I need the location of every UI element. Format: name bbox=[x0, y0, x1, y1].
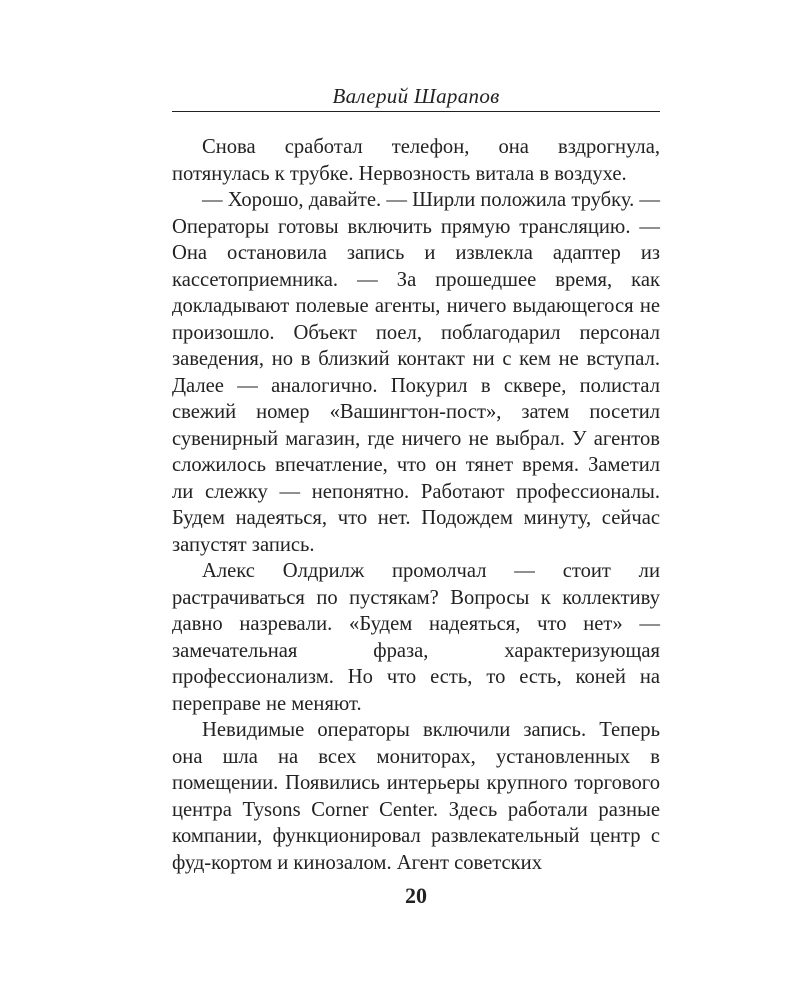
paragraph-3: Алекс Олдрилж промолчал — стоит ли растрачиваться по пустякам? Вопросы к коллективу давно назревали. «Будем надеяться, что нет» — замечательная фраза, характеризующая профессионализм. Но что есть, то есть, коней на переправе не меняют. bbox=[172, 560, 660, 715]
paragraph-2: — Хорошо, давайте. — Ширли положила трубку. — Операторы готовы включить прямую трансляцию. — Она остановила запись и извлекла адаптер из кассетоприемника. — За прошедшее время, как докладывают полевые агенты, ничего выдающегося не произошло. Объект поел, поблагодарил персонал заведения, но в близкий контакт ни с кем не вступал. Далее — аналогично. Покурил в сквере, полистал свежий номер «Вашингтон-пост», затем посетил сувенирный магазин, где ничего не выбрал. У агентов сложилось впечатление, что он тянет время. Заметил ли слежку — непонятно. Работают профессионалы. Будем надеяться, что нет. Подождем минуту, сейчас запустят запись. bbox=[172, 189, 660, 556]
running-head-author: Валерий Шарапов bbox=[332, 84, 500, 108]
page-number: 20 bbox=[405, 883, 427, 908]
header-rule bbox=[172, 111, 660, 112]
paragraph-4: Невидимые операторы включили запись. Теперь она шла на всех мониторах, установленных в помещении. Появились интерьеры крупного торгового центра Tysons Corner Center. Здесь работали разные компании, функционировал развлекательный центр с фуд-кортом и кинозалом. Агент советских bbox=[172, 719, 660, 874]
body-text bbox=[172, 134, 660, 876]
paragraph-1: Снова сработал телефон, она вздрогнула, потянулась к трубке. Нервозность витала в воздухе. bbox=[172, 136, 660, 185]
